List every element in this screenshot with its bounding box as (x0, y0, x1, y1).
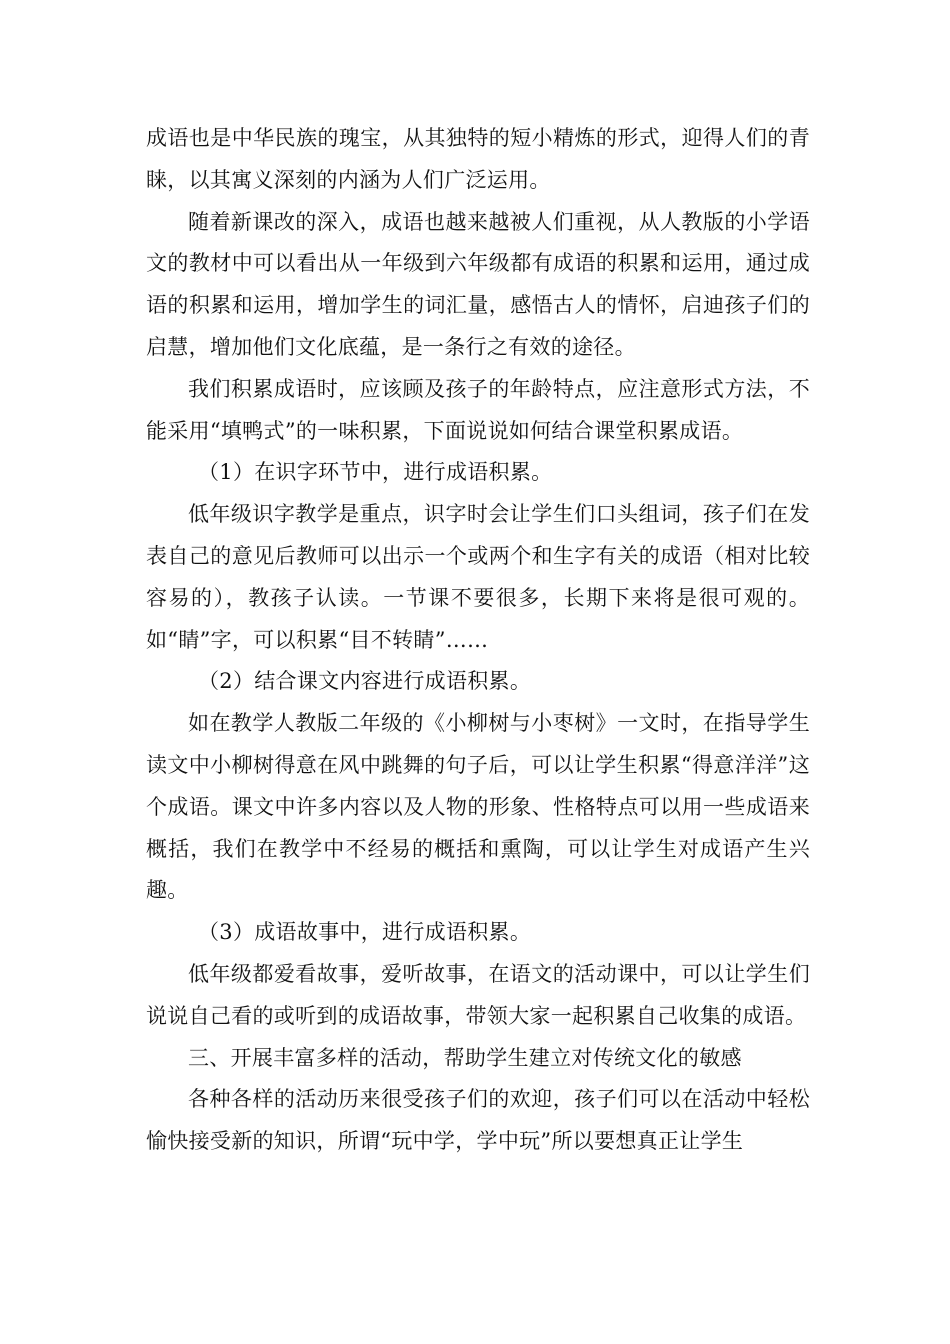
document-body (146, 118, 810, 1163)
paragraph: 低年级都爱看故事，爱听故事，在语文的活动课中，可以让学生们说说自己看的或听到的成语故事，带领大家一起积累自己收集的成语。 (146, 961, 810, 1028)
section-heading: （3）成语故事中，进行成语积累。 (198, 920, 532, 945)
paragraph: 随着新课改的深入，成语也越来越被人们重视，从人教版的小学语文的教材中可以看出从一年级到六年级都有成语的积累和运用，通过成语的积累和运用，增加学生的词汇量，感悟古人的情怀，启迪孩子们的启慧，增加他们文化底蕴，是一条行之有效的途径。 (146, 209, 810, 359)
paragraph: 各种各样的活动历来很受孩子们的欢迎，孩子们可以在活动中轻松愉快接受新的知识，所谓“玩中学，学中玩”所以要想真正让学生 (146, 1087, 810, 1154)
section-heading: （2）结合课文内容进行成语积累。 (198, 669, 532, 694)
paragraph: 成语也是中华民族的瑰宝，从其独特的短小精炼的形式，迎得人们的青睐，以其寓义深刻的内涵为人们广泛运用。 (146, 126, 810, 192)
section-heading: 三、开展丰富多样的活动，帮助学生建立对传统文化的敏感 (188, 1045, 742, 1070)
section-heading: （1）在识字环节中，进行成语积累。 (198, 460, 553, 485)
paragraph: 低年级识字教学是重点，识字时会让学生们口头组词，孩子们在发表自己的意见后教师可以出示一个或两个和生字有关的成语（相对比较容易的），教孩子认读。一节课不要很多，长期下来将是很可观的。如“睛”字，可以积累“目不转睛”…… (146, 502, 810, 652)
paragraph: 如在教学人教版二年级的《小柳树与小枣树》一文时，在指导学生读文中小柳树得意在风中跳舞的句子后，可以让学生积累“得意洋洋”这个成语。课文中许多内容以及人物的形象、性格特点可以用一些成语来概括，我们在教学中不经易的概括和熏陶，可以让学生对成语产生兴趣。 (146, 711, 810, 903)
paragraph: 我们积累成语时，应该顾及孩子的年龄特点，应注意形式方法，不能采用“填鸭式”的一味积累，下面说说如何结合课堂积累成语。 (146, 376, 810, 443)
